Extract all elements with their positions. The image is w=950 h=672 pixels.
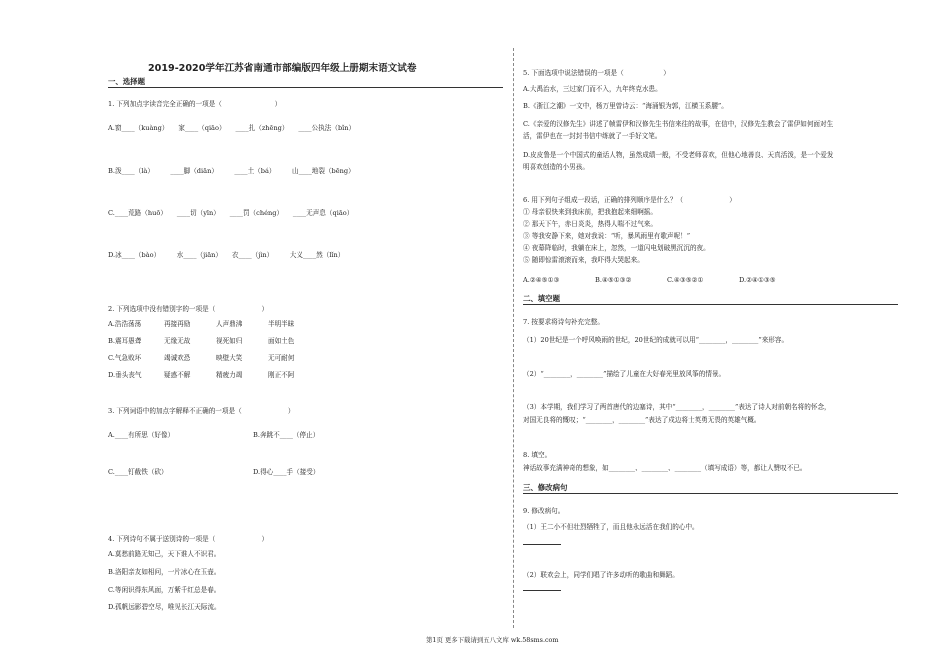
q6-choice-b: B.④⑤①③② xyxy=(595,276,632,284)
section-heading-choice: 一、选择题 xyxy=(108,77,145,86)
q2-word: 面如土色 xyxy=(268,337,295,345)
question-4: 4. 下列诗句不属于送别诗的一项是（ ） xyxy=(108,535,269,543)
q6-item-4: ④ 夜幕降临时，我躺在床上，忽然，一道闪电划破黑沉沉的夜。 xyxy=(523,244,710,252)
q4-option-b: B.洛阳亲友如相问，一片冰心在玉壶。 xyxy=(108,568,221,576)
q2-word: B.震耳愚聋 xyxy=(108,337,142,345)
question-1: 1. 下列加点字读音完全正确的一项是（ ） xyxy=(108,100,282,108)
q3-option-c: C.____钉截铁（砍） xyxy=(108,468,168,476)
q3-option-a: A.____有所思（好像） xyxy=(108,431,175,439)
q5-option-b: B.《浙江之潮》一文中，杨万里曾诗云：“海涌银为郭，江横玉系腰”。 xyxy=(523,102,728,110)
q1-option-c: C.____荒路（huō） ____切（yīn） ____罚（chéng） ____无声息（qiāo） xyxy=(108,209,354,217)
q4-option-a: A.莫愁前路无知己，天下谁人不识君。 xyxy=(108,550,221,558)
q5-option-c: C.《亲爱的汉修先生》讲述了帧雷伊和汉修先生书信来往的故事，在信中，汉修先生教会了雷伊如何面对生 xyxy=(523,120,834,128)
q7-part-3-cont: 对国无良将的慨叹；“________，________”表达了戍边将士英勇无畏的英雄气概。 xyxy=(523,416,761,424)
section-rule xyxy=(108,87,503,88)
question-7: 7. 按要求将诗句补充完整。 xyxy=(523,318,604,326)
question-8: 8. 填空。 xyxy=(523,451,552,459)
answer-line xyxy=(523,544,561,545)
q2-word: 无可耐何 xyxy=(268,354,295,362)
section-heading-correction: 三、修改病句 xyxy=(523,483,568,492)
q6-choice-d: D.②④①③⑤ xyxy=(739,276,776,284)
q6-item-3: ③ 等我安静下来，她对我说：“听，暴风雨里有歌声呢！” xyxy=(523,232,691,240)
q2-word: 竭诚欢恐 xyxy=(164,354,191,362)
q6-item-2: ② 那天下午，赤日炎炎，热得人喘不过气来。 xyxy=(523,220,657,228)
question-9: 9. 修改病句。 xyxy=(523,507,565,515)
q2-row-a xyxy=(108,320,294,329)
q5-option-c-cont: 活，雷伊也在一封封书信中练就了一手好文笔。 xyxy=(523,132,662,140)
q2-word: D.垂头丧气 xyxy=(108,371,142,379)
q9-part-2: （2）联欢会上，同学们唱了许多动听的歌曲和舞蹈。 xyxy=(523,571,679,579)
answer-line xyxy=(523,590,561,591)
section-rule xyxy=(523,304,898,305)
q6-choice-a: A.②④⑤①③ xyxy=(523,276,560,284)
q1-option-b: B.泼____（là） ____脚（diān） ____土（bá） 山____地裂（bēng） xyxy=(108,167,355,175)
q2-row-b xyxy=(108,337,294,346)
q2-word: 刚正不阿 xyxy=(268,371,295,379)
q6-item-5: ⑤ 随即惊雷滚滚而来，我吓得大哭起来。 xyxy=(523,256,644,264)
q5-option-d: D.皮皮鲁是一个中国式的童话人物，虽然成绩一般，不受老师喜欢，但他心地善良、天真活泼，是一个爱发 xyxy=(523,151,834,159)
q9-part-1: （1）王二小不但壮烈牺牲了，而且他永远活在我们的心中。 xyxy=(523,523,699,531)
q2-word: 视死如归 xyxy=(216,337,243,345)
question-2: 2. 下列选项中没有错别字的一项是（ ） xyxy=(108,305,269,313)
q2-row-c xyxy=(108,354,294,363)
q7-part-1: （1）20世纪是一个呼风唤雨的世纪，20世纪的成就可以用“________，________”来形容。 xyxy=(523,336,789,344)
q4-option-d: D.孤帆远影碧空尽，唯见长江天际流。 xyxy=(108,603,221,611)
q5-option-a: A.大禹治水，三过家门而不入，九年终克水患。 xyxy=(523,85,662,93)
q6-choice-c: C.④③⑤②① xyxy=(667,276,704,284)
column-divider xyxy=(513,48,514,628)
q6-choices xyxy=(523,276,776,285)
q6-item-1: ① 母亲很快来到我床前，把我抱起来细啊摇。 xyxy=(523,208,657,216)
q2-word: A.浩浩荡荡 xyxy=(108,320,142,328)
q3-option-d: D.得心____手（接受） xyxy=(253,468,320,476)
q1-option-a: A.窗____（kuàng） 家____（qiāo） ____扎（zhēng） ____公执法（bǐn） xyxy=(108,124,356,132)
q5-option-d-cont: 明喜欢创造的小男孩。 xyxy=(523,163,589,171)
q2-word: C.气急败坏 xyxy=(108,354,142,362)
question-3: 3. 下列词语中的加点字解释不正确的一项是（ ） xyxy=(108,407,295,415)
q4-option-c: C.等闲识得东风面，万紫千红总是春。 xyxy=(108,586,221,594)
section-rule xyxy=(523,493,898,494)
q2-word: 半明半昧 xyxy=(268,320,295,328)
q2-word: 映壁大笑 xyxy=(216,354,243,362)
q2-word: 无缘无故 xyxy=(164,337,191,345)
q2-word: 人声鼎沸 xyxy=(216,320,243,328)
q3-option-b: B.奔跳不____（停止） xyxy=(253,431,320,439)
question-5: 5. 下面选项中说法错误的一项是（ ） xyxy=(523,69,670,77)
q2-word: 再接再励 xyxy=(164,320,191,328)
page-footer: 第1页 更多下载请到五八文库 wk.58sms.com xyxy=(426,636,559,644)
page-title: 2019-2020学年江苏省南通市部编版四年级上册期末语文试卷 xyxy=(148,63,417,74)
q1-option-d: D.冰____（bào） 水____（jiān） 衣____（jìn） 大义____然（lǐn） xyxy=(108,251,345,259)
section-heading-fill: 二、填空题 xyxy=(523,294,560,303)
q7-part-2: （2）“________，________”描绘了儿童在大好春光里放风筝的情景。 xyxy=(523,370,726,378)
q2-word: 疑惑不解 xyxy=(164,371,191,379)
q2-row-d xyxy=(108,371,294,380)
q8-text: 神话故事充满神奇的想象，如________、________、________（填写成语）等，都让人赞叹不已。 xyxy=(523,464,807,472)
q2-word: 精疲力竭 xyxy=(216,371,243,379)
q7-part-3: （3）本学期，我们学习了两首唐代的边塞诗，其中“________，________”表达了诗人对前朝名将的怀念， xyxy=(523,403,831,411)
question-6: 6. 用下列句子组成一段话，正确的排列顺序是什么？（ ） xyxy=(523,196,736,204)
